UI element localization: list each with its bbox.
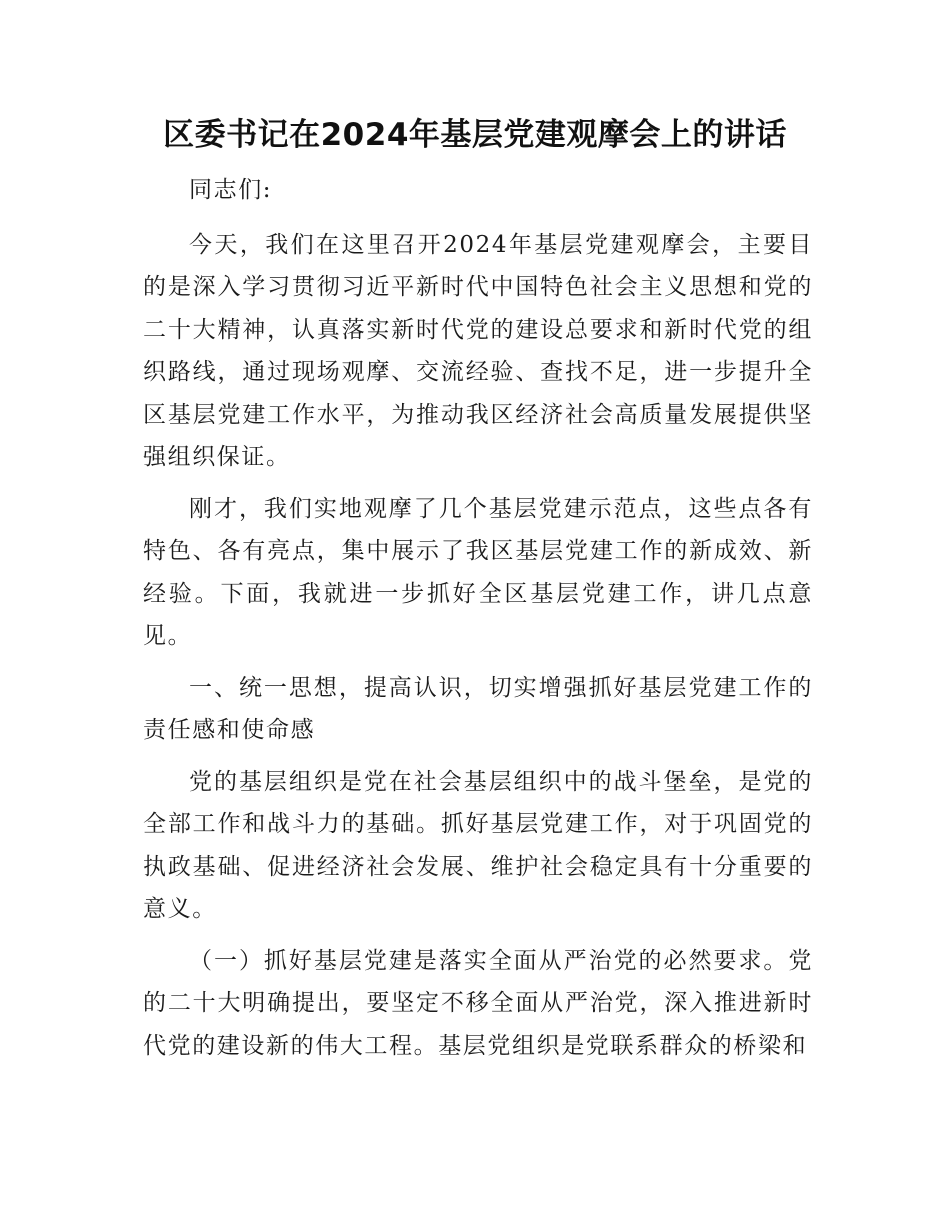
salutation: 同志们: bbox=[189, 177, 273, 203]
section-heading-1: 一、统一思想，提高认识，切实增强抓好基层党建工作的责任感和使命感 bbox=[143, 674, 813, 743]
document-body bbox=[143, 169, 813, 1076]
paragraph-observation: 刚才，我们实地观摩了几个基层党建示范点，这些点各有特色、各有亮点，集中展示了我区基层党建工作的新成效、新经验。下面，我就进一步抓好全区基层党建工作，讲几点意见。 bbox=[143, 495, 813, 649]
paragraph-opening: 今天，我们在这里召开2024年基层党建观摩会，主要目的是深入学习贯彻习近平新时代中国特色社会主义思想和党的二十大精神，认真落实新时代党的建设总要求和新时代党的组织路线，通过现场观摩、交流经验、查找不足，进一步提升全区基层党建工作水平，为推动我区经济社会高质量发展提供坚强组织保证。 bbox=[143, 231, 813, 470]
document-title: 区委书记在2024年基层党建观摩会上的讲话 bbox=[163, 117, 787, 153]
paragraph-point-1: （一）抓好基层党建是落实全面从严治党的必然要求。党的二十大明确提出，要坚定不移全面从严治党，深入推进新时代党的建设新的伟大工程。基层党组织是党联系群众的桥梁和 bbox=[143, 947, 813, 1059]
paragraph-significance: 党的基层组织是党在社会基层组织中的战斗堡垒，是党的全部工作和战斗力的基础。抓好基层党建工作，对于巩固党的执政基础、促进经济社会发展、维护社会稳定具有十分重要的意义。 bbox=[143, 768, 813, 922]
